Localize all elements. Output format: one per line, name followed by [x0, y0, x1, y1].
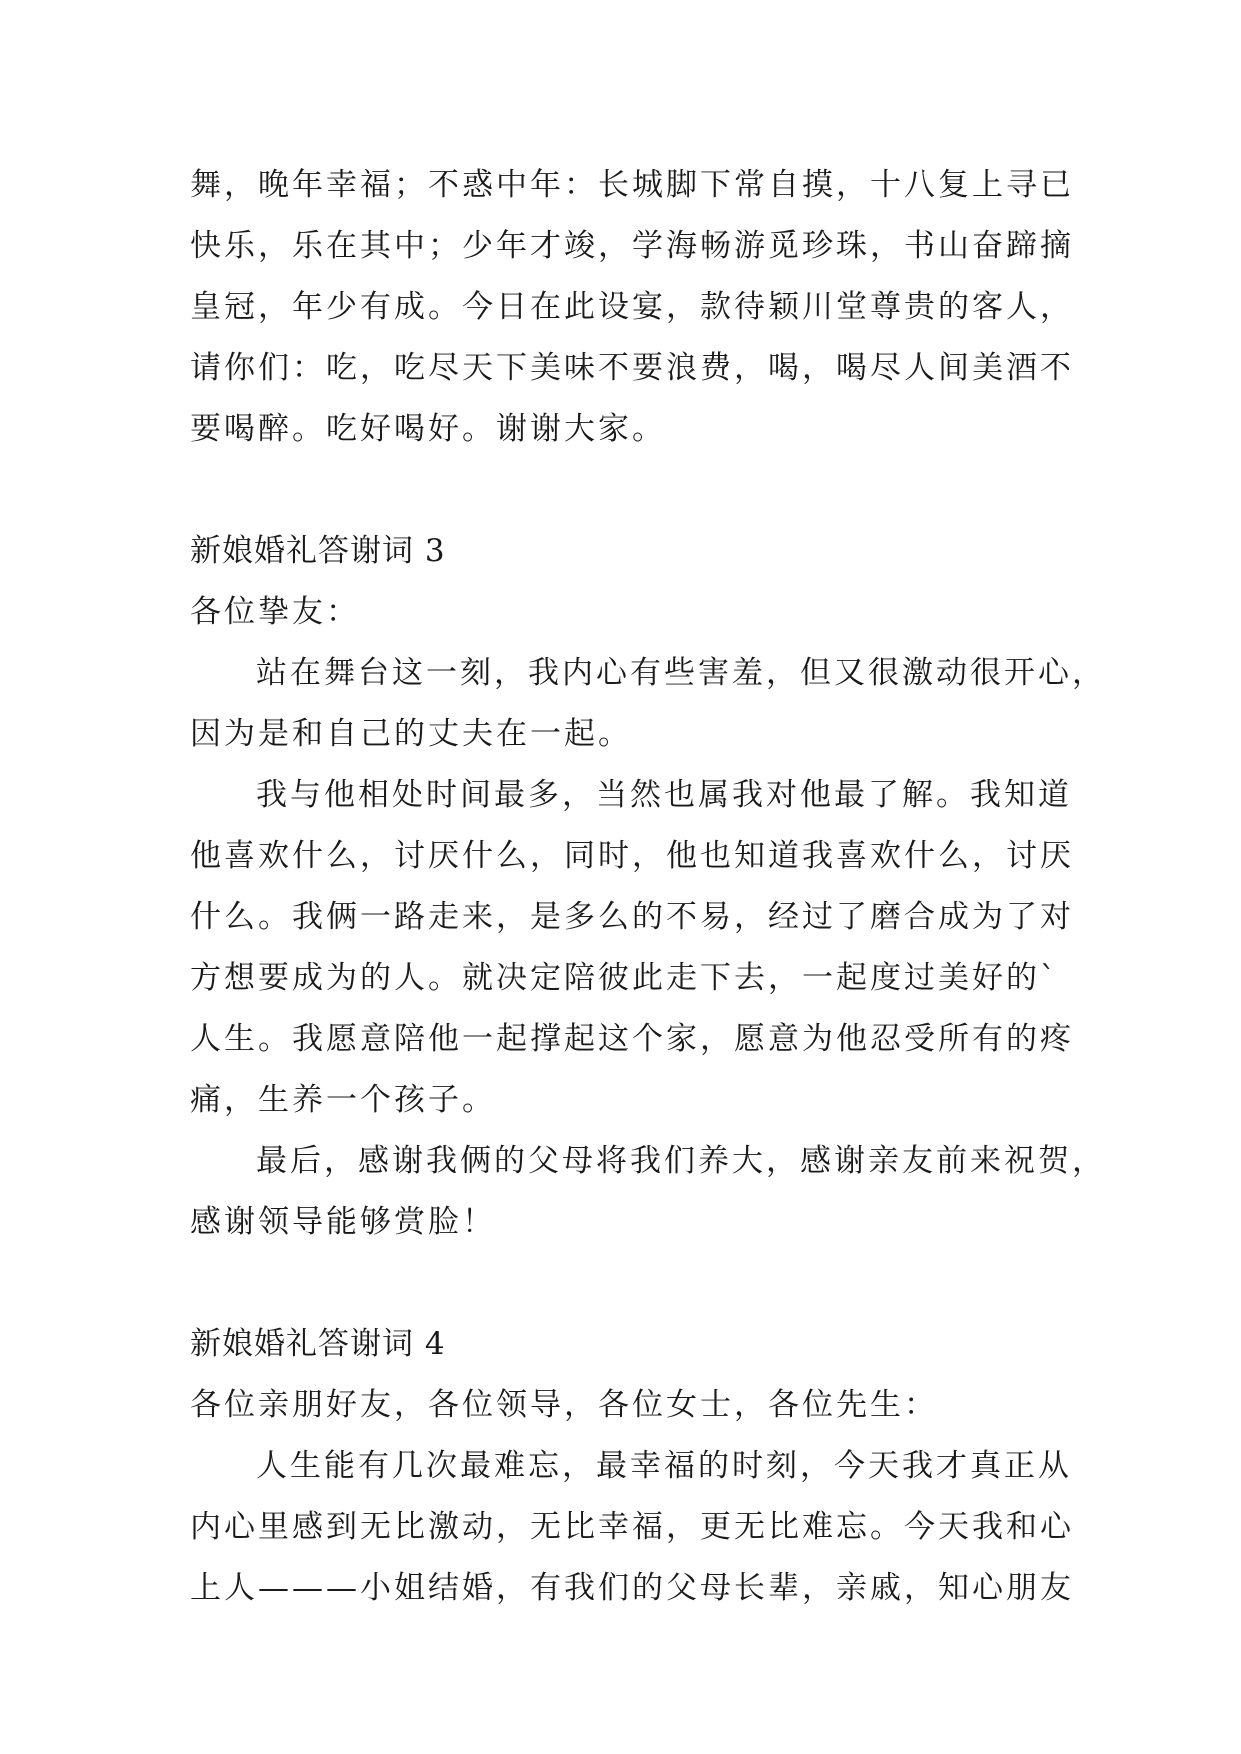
- section-title: 新娘婚礼答谢词 3: [190, 533, 446, 569]
- previous-section-tail: [190, 155, 1074, 460]
- text-line: 要喝醉。吃好喝好。谢谢大家。: [190, 411, 666, 447]
- paragraph: [190, 643, 1106, 765]
- text-line: 痛，生养一个孩子。: [190, 1082, 496, 1118]
- section-4: [190, 1314, 1074, 1619]
- section-spacer: [190, 460, 1070, 521]
- text-line: 人生能有几次最难忘，最幸福的时刻，今天我才真正从: [256, 1448, 1072, 1484]
- text-line: 内心里感到无比激动，无比幸福，更无比难忘。今天我和心: [190, 1509, 1074, 1545]
- text-line: 他喜欢什么，讨厌什么，同时，他也知道我喜欢什么，讨厌: [190, 838, 1074, 874]
- text-line: 最后，感谢我俩的父母将我们养大，感谢亲友前来祝贺，: [256, 1143, 1106, 1179]
- text-line: 人生。我愿意陪他一起撑起这个家，愿意为他忍受所有的疼: [190, 1021, 1074, 1057]
- text-line: 我与他相处时间最多，当然也属我对他最了解。我知道: [256, 777, 1072, 813]
- text-line: 舞，晚年幸福；不惑中年：长城脚下常自摸，十八复上寻已: [190, 167, 1074, 203]
- text-line: 快乐，乐在其中；少年才竣，学海畅游觅珍珠，书山奋蹄摘: [190, 228, 1074, 264]
- text-line: 站在舞台这一刻，我内心有些害羞，但又很激动很开心，: [256, 655, 1106, 691]
- text-line: 皇冠，年少有成。今日在此设宴，款待颖川堂尊贵的客人，: [190, 289, 1074, 325]
- greeting: 各位亲朋好友，各位领导，各位女士，各位先生：: [190, 1387, 938, 1423]
- section-spacer: [190, 1253, 1070, 1314]
- text-line: 方想要成为的人。就决定陪彼此走下去，一起度过美好的`: [190, 960, 1059, 996]
- text-line: 因为是和自己的丈夫在一起。: [190, 716, 632, 752]
- section-3: [190, 521, 1106, 1253]
- paragraph: [190, 765, 1074, 1131]
- paragraph: [190, 1131, 1106, 1253]
- section-title: 新娘婚礼答谢词 4: [190, 1326, 446, 1362]
- text-line: 什么。我俩一路走来，是多么的不易，经过了磨合成为了对: [190, 899, 1074, 935]
- text-line: 请你们：吃，吃尽天下美味不要浪费，喝，喝尽人间美酒不: [190, 350, 1074, 386]
- text-line: 上人———小姐结婚，有我们的父母长辈，亲戚，知心朋友: [190, 1570, 1074, 1606]
- document-page: [190, 155, 1106, 1619]
- paragraph: [190, 1436, 1074, 1619]
- greeting: 各位挚友：: [190, 594, 360, 630]
- text-line: 感谢领导能够赏脸！: [190, 1204, 496, 1240]
